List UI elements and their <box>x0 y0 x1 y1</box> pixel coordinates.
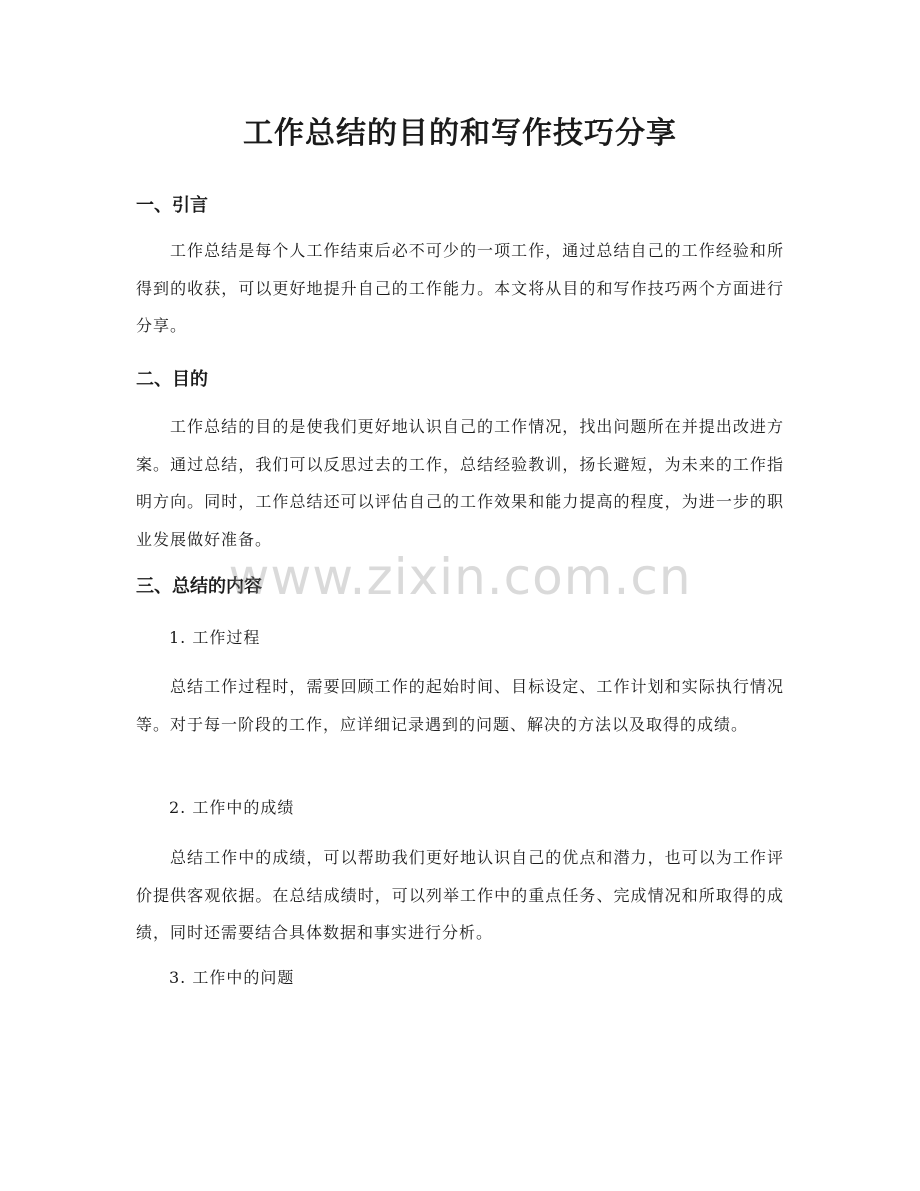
section-heading-intro: 一、引言 <box>136 195 208 216</box>
purpose-paragraph: 工作总结的目的是使我们更好地认识自己的工作情况，找出问题所在并提出改进方案。通过总结，我们可以反思过去的工作，总结经验教训，扬长避短，为未来的工作指明方向。同时，工作总结还可以评估自己的工作效果和能力提高的程度，为进一步的职业发展做好准备。 <box>136 417 784 549</box>
work-process-paragraph: 总结工作过程时，需要回顾工作的起始时间、目标设定、工作计划和实际执行情况等。对于每一阶段的工作，应详细记录遇到的问题、解决的方法以及取得的成绩。 <box>136 677 784 734</box>
achievements-paragraph: 总结工作中的成绩，可以帮助我们更好地认识自己的优点和潜力，也可以为工作评价提供客观依据。在总结成绩时，可以列举工作中的重点任务、完成情况和所取得的成绩，同时还需要结合具体数据和事实进行分析。 <box>136 848 784 942</box>
subitem-label-problems: 3. 工作中的问题 <box>169 968 295 987</box>
subitem-label-work-process: 1. 工作过程 <box>169 628 261 647</box>
section-heading-purpose: 二、目的 <box>136 369 208 390</box>
document-title: 工作总结的目的和写作技巧分享 <box>243 116 677 151</box>
subitem-label-achievements: 2. 工作中的成绩 <box>169 798 295 817</box>
intro-paragraph: 工作总结是每个人工作结束后必不可少的一项工作，通过总结自己的工作经验和所得到的收获，可以更好地提升自己的工作能力。本文将从目的和写作技巧两个方面进行分享。 <box>136 241 784 335</box>
watermark: www.zixin.com.cn <box>228 548 692 606</box>
section-heading-content: 三、总结的内容 <box>136 576 262 597</box>
